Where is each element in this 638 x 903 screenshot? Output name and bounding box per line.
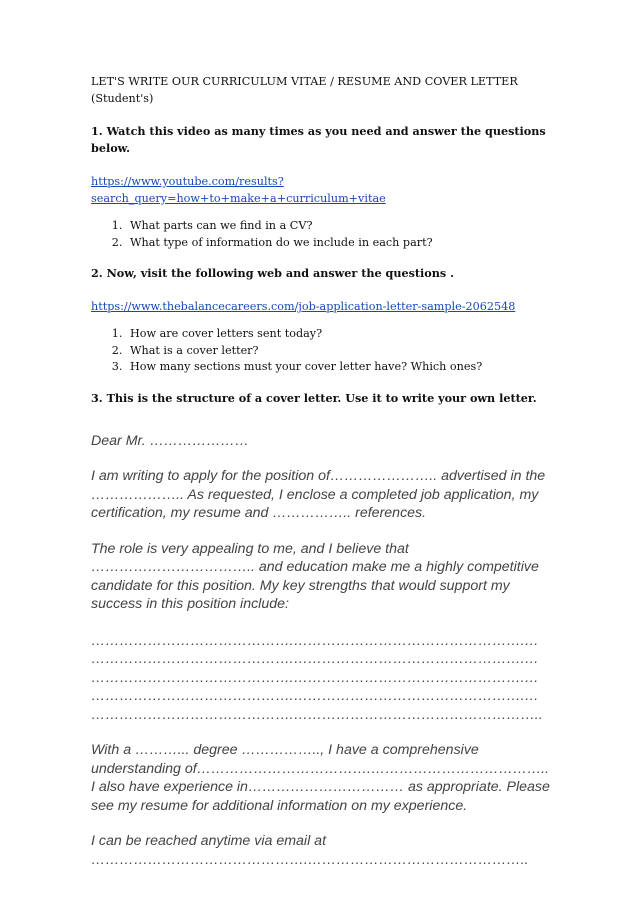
letter-paragraph-experience: With a ………... degree …………….., I have a comprehensive understanding of……………………………….……………………………….. I also have experience in…………………………… as appropriate. Please see my resume for additional information on my experience. [91,742,550,814]
section-2 [91,265,551,376]
section-2-questions [91,326,551,376]
section-1-heading: 1. Watch this video as many times as you need and answer the questions below. [91,124,546,155]
dotted-line: …………………………………….…………………………………………….. [91,706,543,723]
question-item: 1. What parts can we find in a CV? [126,218,551,235]
cover-letter-template [91,432,551,870]
question-item: 2. What type of information do we include in each part? [126,235,551,252]
question-item: 2. What is a cover letter? [126,343,551,360]
dotted-line: …………………………………….………………………………………….… [91,669,539,686]
letter-paragraph-intro: I am writing to apply for the position of………………….. advertised in the ……………….. As requested, I enclose a completed job application, my certification, my resume and …………….. references. [91,468,546,521]
youtube-link[interactable] [91,173,551,207]
letter-paragraph-strengths: The role is very appealing to me, and I believe that …………………………….. and education make me a highly competitive candidate for this position. My key strengths that would support my success in this position include: [91,540,539,612]
balancecareers-link[interactable]: https://www.thebalancecareers.com/job-application-letter-sample-2062548 [91,300,516,313]
document-header [91,73,551,107]
youtube-link-line1[interactable]: https://www.youtube.com/results? [91,175,284,188]
dotted-line: …………………………………….………………………………………….… [91,688,539,704]
youtube-link-line2[interactable]: search_query=how+to+make+a+curriculum+vitae [91,192,386,205]
dotted-line: …………………………………….………………………………………….… [91,651,539,667]
document-subtitle: (Student's) [91,92,154,105]
letter-paragraph-contact: I can be reached anytime via email at ……………………………………….……………………………………….. [91,833,529,868]
document-content [91,73,551,869]
section-2-heading: 2. Now, visit the following web and answer the questions . [91,266,454,280]
section-1 [91,123,551,251]
dotted-line: …………………………………….………………………………………….… [91,632,539,649]
question-item: 3. How many sections must your cover letter have? Which ones? [126,359,551,376]
section-1-questions [91,218,551,251]
section-3-heading: 3. This is the structure of a cover letter. Use it to write your own letter. [91,390,537,405]
document-title: LET'S WRITE OUR CURRICULUM VITAE / RESUME AND COVER LETTER [91,75,518,88]
letter-salutation: Dear Mr. ………………… [91,432,249,449]
question-item: 1. How are cover letters sent today? [126,326,551,343]
section-3 [91,390,551,407]
dotted-answer-lines [91,632,551,725]
